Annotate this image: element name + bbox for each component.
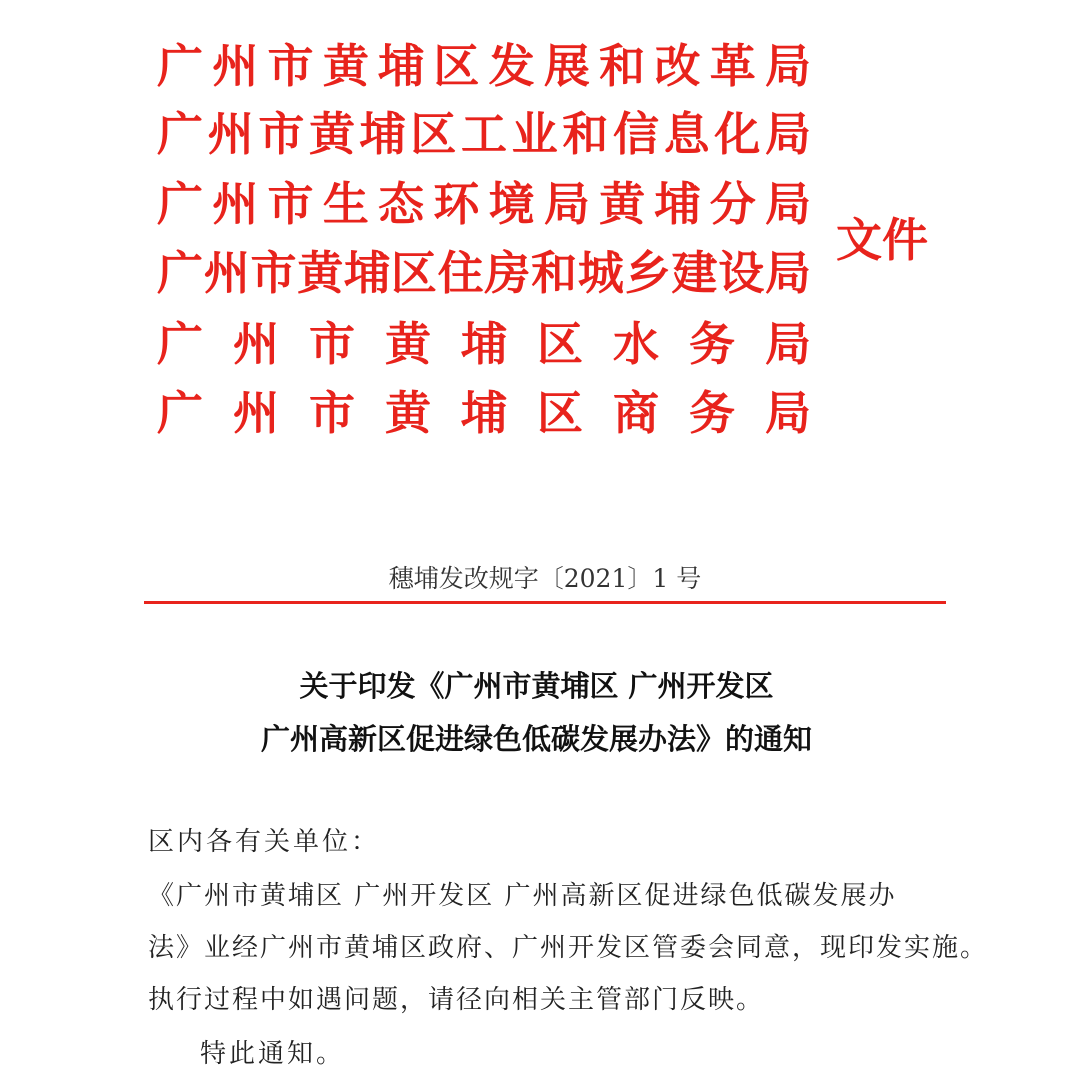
issuer-character: 埔 [461, 317, 507, 371]
issuer-line-3 [152, 176, 816, 232]
issuer-character: 和 [531, 246, 578, 300]
issuer-character: 化 [714, 107, 761, 161]
issuer-character: 和 [562, 107, 609, 161]
issuer-character: 乡 [624, 246, 671, 300]
issuer-character: 局 [765, 39, 811, 93]
issuer-character: 埔 [378, 39, 425, 93]
issuer-line-5 [152, 316, 816, 372]
issuer-character: 州 [233, 317, 279, 371]
issuer-character: 房 [484, 246, 531, 300]
issuer-character: 局 [765, 317, 811, 371]
document-word: 文件 [836, 213, 928, 267]
issuer-character: 态 [378, 177, 425, 231]
issuer-line-6 [152, 385, 816, 441]
issuer-character: 埔 [359, 107, 406, 161]
body-paragraph-line-3: 执行过程中如遇问题，请径向相关主管部门反映。 [148, 985, 765, 1015]
issuer-character: 区 [537, 317, 583, 371]
issuer-character: 广 [157, 386, 203, 440]
issuer-character: 广 [157, 39, 203, 93]
closing-line: 特此通知。 [200, 1039, 346, 1069]
issuer-line-4 [152, 245, 816, 301]
issuer-character: 市 [258, 107, 305, 161]
issuer-character: 黄 [599, 177, 646, 231]
issuer-character: 工 [461, 107, 507, 161]
notice-title-line-1: 关于印发《广州市黄埔区 广州开发区 [299, 669, 774, 703]
issuer-character: 区 [410, 107, 457, 161]
issuer-character: 环 [433, 177, 480, 231]
issuer-character: 黄 [297, 246, 344, 300]
issuer-character: 广 [157, 246, 203, 300]
issuer-character: 州 [233, 386, 279, 440]
issuer-character: 局 [765, 107, 811, 161]
issuer-character: 和 [599, 39, 646, 93]
issuer-character: 商 [613, 386, 659, 440]
issuer-character: 革 [709, 39, 756, 93]
issuer-character: 务 [689, 317, 735, 371]
issuer-character: 州 [212, 177, 259, 231]
issuer-character: 城 [577, 246, 624, 300]
issuer-character: 住 [437, 246, 484, 300]
issuer-character: 区 [433, 39, 480, 93]
issuer-character: 市 [309, 317, 355, 371]
issuer-character: 市 [267, 39, 314, 93]
issuer-character: 市 [250, 246, 297, 300]
issuer-character: 州 [203, 246, 250, 300]
issuer-character: 局 [765, 177, 811, 231]
issuer-character: 局 [543, 177, 590, 231]
red-divider-line [144, 601, 946, 604]
issuer-character: 黄 [385, 317, 431, 371]
issuer-character: 水 [613, 317, 659, 371]
issuer-character: 区 [537, 386, 583, 440]
issuer-character: 息 [663, 107, 710, 161]
issuer-character: 广 [157, 107, 203, 161]
issuer-character: 局 [765, 246, 811, 300]
issuer-character: 黄 [385, 386, 431, 440]
issuer-character: 黄 [322, 39, 369, 93]
document-number: 穗埔发改规字〔2021〕1 号 [388, 564, 702, 593]
issuer-character: 局 [765, 386, 811, 440]
issuer-character: 埔 [654, 177, 701, 231]
issuer-character: 业 [511, 107, 558, 161]
issuer-character: 黄 [309, 107, 355, 161]
issuer-character: 州 [207, 107, 254, 161]
issuer-character: 埔 [461, 386, 507, 440]
issuer-character: 务 [689, 386, 735, 440]
body-paragraph-line-1: 《广州市黄埔区 广州开发区 广州高新区促进绿色低碳发展办 [148, 881, 897, 911]
issuer-character: 改 [654, 39, 701, 93]
issuer-character: 建 [671, 246, 718, 300]
issuer-character: 设 [718, 246, 765, 300]
issuer-character: 生 [322, 177, 369, 231]
issuer-character: 广 [157, 177, 203, 231]
issuer-character: 广 [157, 317, 203, 371]
body-paragraph-line-2: 法》业经广州市黄埔区政府、广州开发区管委会同意，现印发实施。 [148, 933, 989, 963]
issuer-character: 境 [488, 177, 535, 231]
issuer-character: 州 [212, 39, 259, 93]
issuer-character: 区 [390, 246, 437, 300]
notice-title-line-2: 广州高新区促进绿色低碳发展办法》的通知 [260, 722, 812, 756]
issuer-line-1 [152, 38, 816, 94]
issuer-line-2 [152, 106, 816, 162]
salutation: 区内各有关单位： [148, 827, 381, 857]
issuer-character: 分 [709, 177, 756, 231]
issuer-character: 埔 [344, 246, 391, 300]
issuer-character: 发 [488, 39, 535, 93]
issuer-character: 展 [543, 39, 590, 93]
issuer-character: 信 [613, 107, 659, 161]
issuer-character: 市 [309, 386, 355, 440]
issuer-character: 市 [267, 177, 314, 231]
